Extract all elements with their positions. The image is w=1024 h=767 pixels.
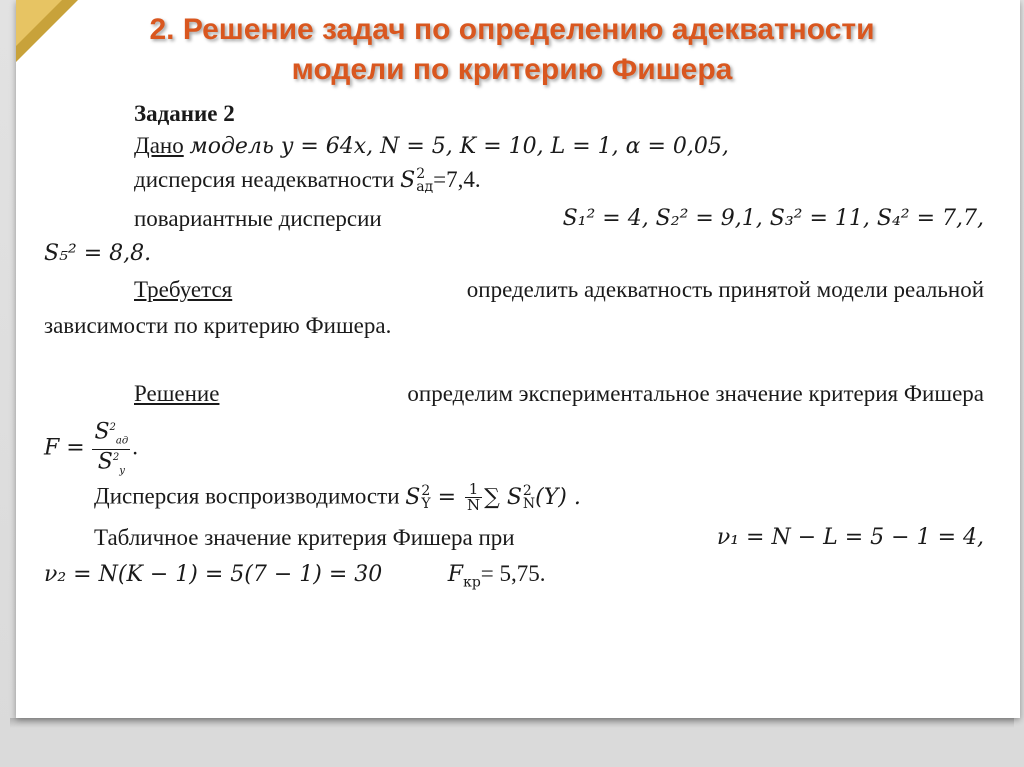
- nu2-formula: ν₂ = N(K − 1) = 5(7 − 1) = 30: [44, 562, 383, 587]
- inadequacy-value: =7,4.: [433, 167, 481, 192]
- given-label: Дано: [134, 133, 184, 158]
- reproducibility-label: Дисперсия воспроизводимости: [94, 483, 400, 509]
- inadequacy-label: дисперсия неадекватности: [134, 167, 395, 192]
- variant-line: [134, 205, 984, 233]
- given-formula: модель y = 64x, N = 5, K = 10, L = 1, α = 0,05,: [189, 134, 729, 159]
- slide-title-line-2: модели по критерию Фишера: [291, 53, 733, 86]
- solution-line: [134, 380, 984, 408]
- variant-values-2: S₅² = 8,8.: [44, 241, 152, 266]
- solution-text: определим экспериментальное значение критерия Фишера: [407, 381, 984, 406]
- required-line: [134, 276, 984, 304]
- nu2-line: [44, 560, 546, 596]
- task-heading: Задание 2: [134, 101, 235, 126]
- required-text-2: зависимости по критерию Фишера.: [44, 313, 392, 338]
- required-label: Требуется: [134, 277, 233, 302]
- slide-title-line-1: 2. Решение задач по определению адекватности: [149, 13, 875, 46]
- required-text-1: определить адекватность принятой модели реальной: [466, 277, 984, 302]
- variant-values: S₁² = 4, S₂² = 9,1, S₃² = 11, S₄² = 7,7,: [562, 206, 984, 231]
- given-line: [134, 132, 729, 161]
- reproducibility-formula: S 2 Y = $\frac{1}{N}$ ∑ S 2 N (Y) .: [405, 480, 581, 514]
- inadequacy-symbol: S 2 ад: [400, 166, 434, 195]
- variant-label: повариантные дисперсии: [134, 206, 382, 231]
- reproducibility-line: [94, 482, 581, 513]
- slide-shadow: [10, 718, 1014, 728]
- table-value-line: [94, 524, 984, 552]
- solution-label: Решение: [134, 381, 220, 406]
- table-text: Табличное значение критерия Фишера при: [94, 525, 515, 550]
- f-kr-symbol: $F_{кр}$: [447, 562, 481, 591]
- f-kr-value: = 5,75.: [480, 561, 546, 586]
- inadequacy-line: [134, 166, 481, 195]
- fisher-f-symbol: F =: [44, 435, 85, 461]
- nu1-formula: ν₁ = N − L = 5 − 1 = 4,: [716, 525, 984, 550]
- fisher-formula: F = $\frac{S^2_{ад}}{S^2_y}$ .: [44, 419, 138, 477]
- fisher-fraction: $\frac{S^2_{ад}}{S^2_y}$: [94, 419, 129, 477]
